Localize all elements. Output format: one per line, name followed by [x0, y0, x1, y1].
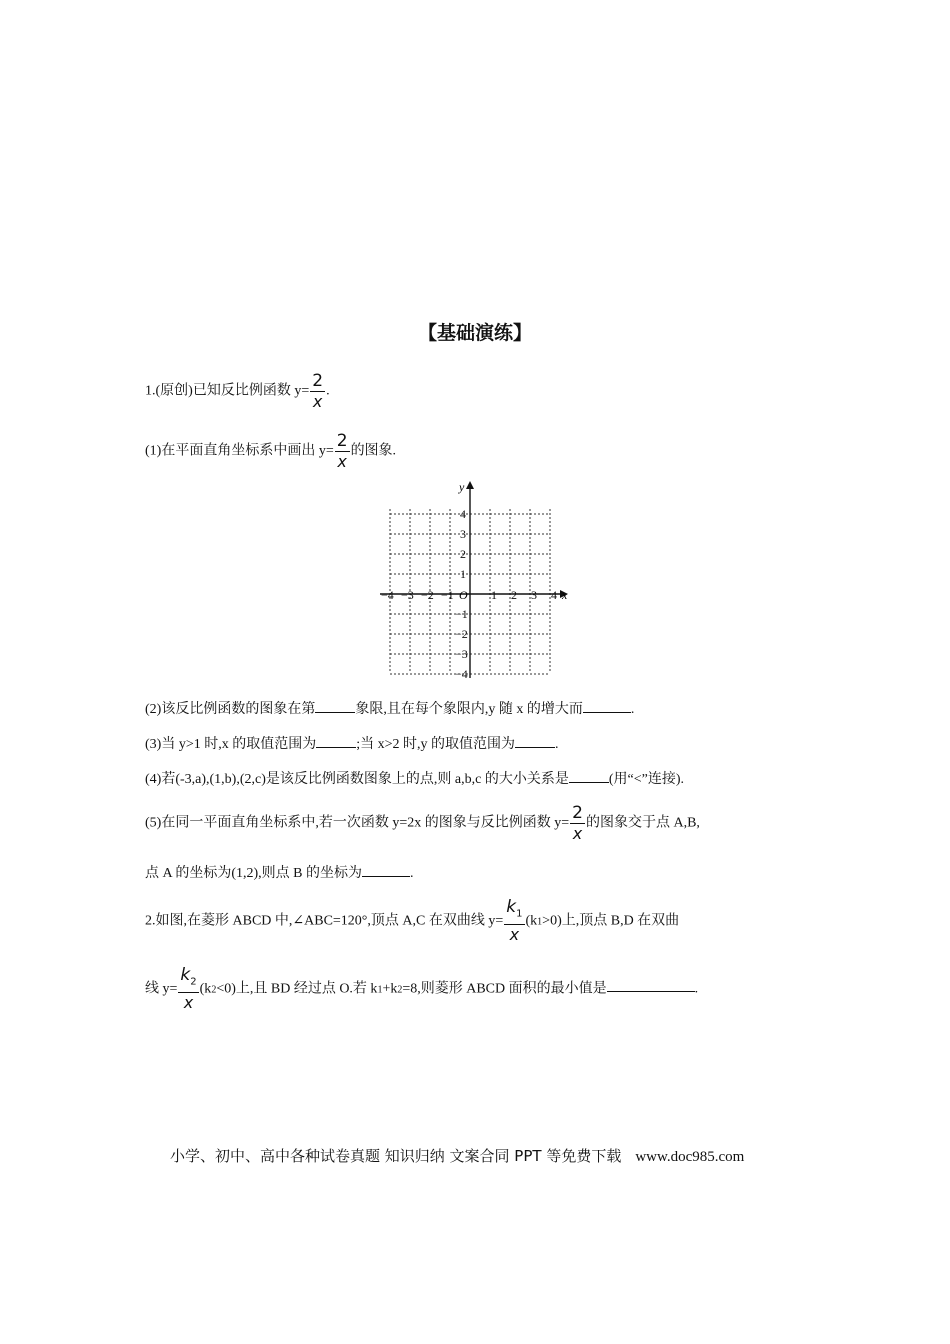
fraction-k1-over-x: $\frac{k_1}{x}$: [506, 897, 523, 945]
y-axis-label: y: [459, 480, 465, 494]
fraction-2-over-x: $\frac{2}{x}$: [336, 431, 348, 471]
x-tick-label: −4: [381, 588, 394, 602]
y-tick-label: −1: [455, 607, 468, 621]
answer-blank[interactable]: [315, 698, 355, 713]
y-tick-label: 3: [460, 527, 466, 541]
origin-label: O: [459, 588, 468, 602]
x-tick-label: 3: [531, 588, 537, 602]
q1-part5-line2: 点 A 的坐标为(1,2),则点 B 的坐标为 .: [145, 862, 414, 884]
answer-blank[interactable]: [569, 768, 609, 783]
answer-blank[interactable]: [583, 698, 631, 713]
fraction-2-over-x: $\frac{2}{x}$: [312, 371, 324, 411]
x-tick-label: 1: [491, 588, 497, 602]
fraction-2-over-x: $\frac{2}{x}$: [572, 803, 583, 843]
q1-intro: 1.(原创)已知反比例函数 y= $\frac{2}{x}$ .: [145, 371, 330, 411]
footer-text: 小学、初中、高中各种试卷真题 知识归纳 文案合同 PPT 等免费下载: [170, 1147, 622, 1165]
x-tick-label: 4: [551, 588, 557, 602]
q2-line1: 2.如图,在菱形 ABCD 中,∠ABC=120°,顶点 A,C 在双曲线 y= $\frac{k_1}{x}$ (k1>0)上,顶点 B,D 在双曲: [145, 897, 680, 945]
answer-blank[interactable]: [607, 977, 695, 992]
q1-part5: (5)在同一平面直角坐标系中,若一次函数 y=2x 的图象与反比例函数 y= $\frac{2}{x}$ 的图象交于点 A,B,: [145, 803, 700, 843]
y-tick-label: −3: [455, 647, 468, 661]
y-tick-label: 4: [460, 507, 466, 521]
answer-blank[interactable]: [362, 862, 410, 877]
coordinate-grid: [375, 478, 575, 683]
y-tick-label: −2: [455, 627, 468, 641]
q1-part3: (3)当 y>1 时,x 的取值范围为 ;当 x>2 时,y 的取值范围为 .: [145, 733, 559, 755]
fraction-k2-over-x: $\frac{k_2}{x}$: [180, 965, 197, 1013]
footer: [170, 1145, 744, 1166]
q1-part1: (1)在平面直角坐标系中画出 y= $\frac{2}{x}$ 的图象.: [145, 431, 397, 471]
x-tick-label: −2: [421, 588, 434, 602]
y-tick-label: −4: [455, 667, 468, 681]
x-tick-label: −3: [401, 588, 414, 602]
q1-part4: (4)若(-3,a),(1,b),(2,c)是该反比例函数图象上的点,则 a,b,c 的大小关系是 (用“<”连接).: [145, 768, 684, 790]
footer-url[interactable]: www.doc985.com: [635, 1149, 745, 1165]
q1-part2: (2)该反比例函数的图象在第 象限,且在每个象限内,y 随 x 的增大而 .: [145, 698, 634, 720]
x-tick-label: −1: [441, 588, 454, 602]
answer-blank[interactable]: [515, 733, 555, 748]
answer-blank[interactable]: [316, 733, 356, 748]
x-axis-label: x: [562, 588, 568, 602]
section-title: 【基础演练】: [417, 322, 532, 344]
q1-intro-prefix: 1.(原创)已知反比例函数 y=: [145, 383, 310, 399]
q2-line2: 线 y= $\frac{k_2}{x}$ (k2<0)上,且 BD 经过点 O.若 k1+k2=8,则菱形 ABCD 面积的最小值是 .: [145, 965, 699, 1013]
x-tick-label: 2: [511, 588, 517, 602]
y-tick-label: 2: [460, 547, 466, 561]
y-tick-label: 1: [460, 567, 466, 581]
